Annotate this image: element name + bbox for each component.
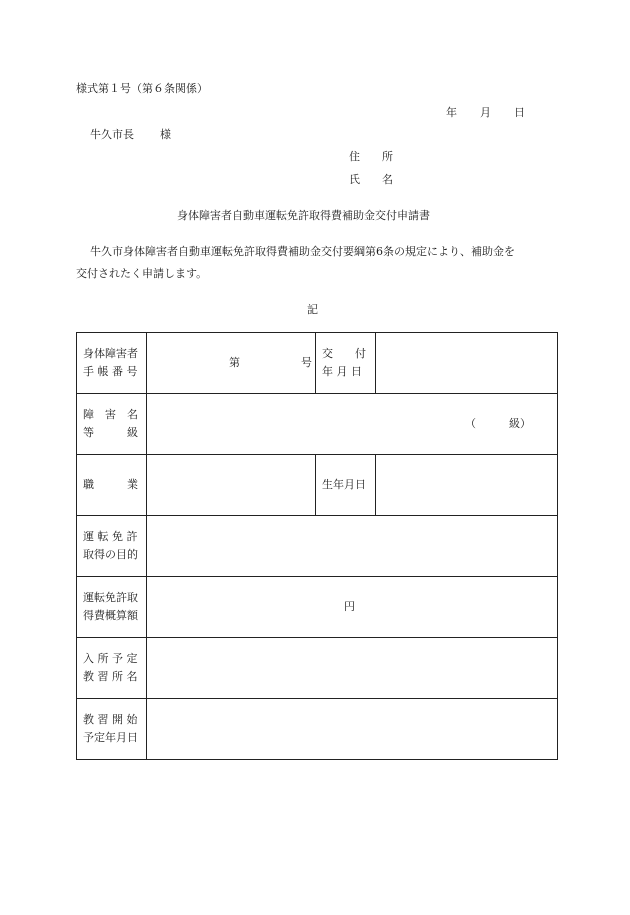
license-purpose-field[interactable] — [147, 516, 558, 577]
label-line: 教 習 開 始 — [83, 713, 138, 726]
go-text: 号 — [301, 356, 312, 369]
table-row — [77, 699, 558, 760]
driving-school-name-field[interactable] — [147, 638, 558, 699]
label-driving-school-name — [77, 638, 147, 699]
label-date-of-birth — [316, 455, 376, 516]
addressee-name: 牛久市長 — [90, 128, 134, 141]
dai-text: 第 — [229, 356, 240, 369]
table-row — [77, 455, 558, 516]
label-disability-grade — [77, 394, 147, 455]
label-line: 身体障害者 — [83, 347, 138, 360]
grade-text: （ 級） — [465, 417, 531, 430]
label-line: 年 月 日 — [322, 365, 362, 378]
form-number: 様式第１号（第６条関係） — [76, 82, 208, 95]
table-row — [77, 394, 558, 455]
date-of-birth-field[interactable] — [376, 455, 558, 516]
date-month: 月 — [480, 106, 491, 119]
yen-text: 円 — [344, 600, 355, 613]
disability-grade-field[interactable] — [147, 394, 558, 455]
body-text-line1: 牛久市身体障害者自動車運転免許取得費補助金交付要綱第6条の規定により、補助金を — [90, 245, 515, 258]
label-issue-date — [316, 333, 376, 394]
issue-date-field[interactable] — [376, 333, 558, 394]
table-row — [77, 516, 558, 577]
label-line: 職 業 — [83, 478, 138, 491]
applicant-name-label: 氏 名 — [349, 173, 393, 186]
label-line: 教 習 所 名 — [83, 670, 138, 683]
label-line: 生年月日 — [322, 478, 366, 491]
label-training-start-date — [77, 699, 147, 760]
label-line: 取得の目的 — [83, 548, 138, 561]
label-line: 手 帳 番 号 — [83, 365, 138, 378]
training-start-date-field[interactable] — [147, 699, 558, 760]
label-license-purpose — [77, 516, 147, 577]
application-table — [76, 332, 558, 760]
label-occupation — [77, 455, 147, 516]
table-row — [77, 577, 558, 638]
applicant-address-label: 住 所 — [349, 150, 393, 163]
date-day: 日 — [514, 106, 525, 119]
label-handbook-number — [77, 333, 147, 394]
label-line: 予定年月日 — [83, 731, 138, 744]
label-line: 等 級 — [83, 426, 138, 439]
addressee-honorific: 様 — [160, 128, 171, 141]
label-line: 入 所 予 定 — [83, 652, 138, 665]
document-title: 身体障害者自動車運転免許取得費補助金交付申請書 — [177, 209, 430, 222]
label-line: 得費概算額 — [83, 609, 138, 622]
occupation-field[interactable] — [147, 455, 316, 516]
table-row — [77, 638, 558, 699]
estimated-cost-field[interactable] — [147, 577, 558, 638]
label-line: 運 転 免 許 — [83, 530, 138, 543]
label-line: 運転免許取 — [83, 591, 138, 604]
body-text-line2: 交付されたく申請します。 — [76, 267, 208, 280]
table-row — [77, 333, 558, 394]
ki-heading: 記 — [307, 303, 318, 316]
label-line: 障 害 名 — [83, 408, 138, 421]
date-year: 年 — [446, 106, 457, 119]
handbook-number-field[interactable] — [147, 333, 316, 394]
label-line: 交 付 — [322, 347, 366, 360]
label-estimated-cost — [77, 577, 147, 638]
